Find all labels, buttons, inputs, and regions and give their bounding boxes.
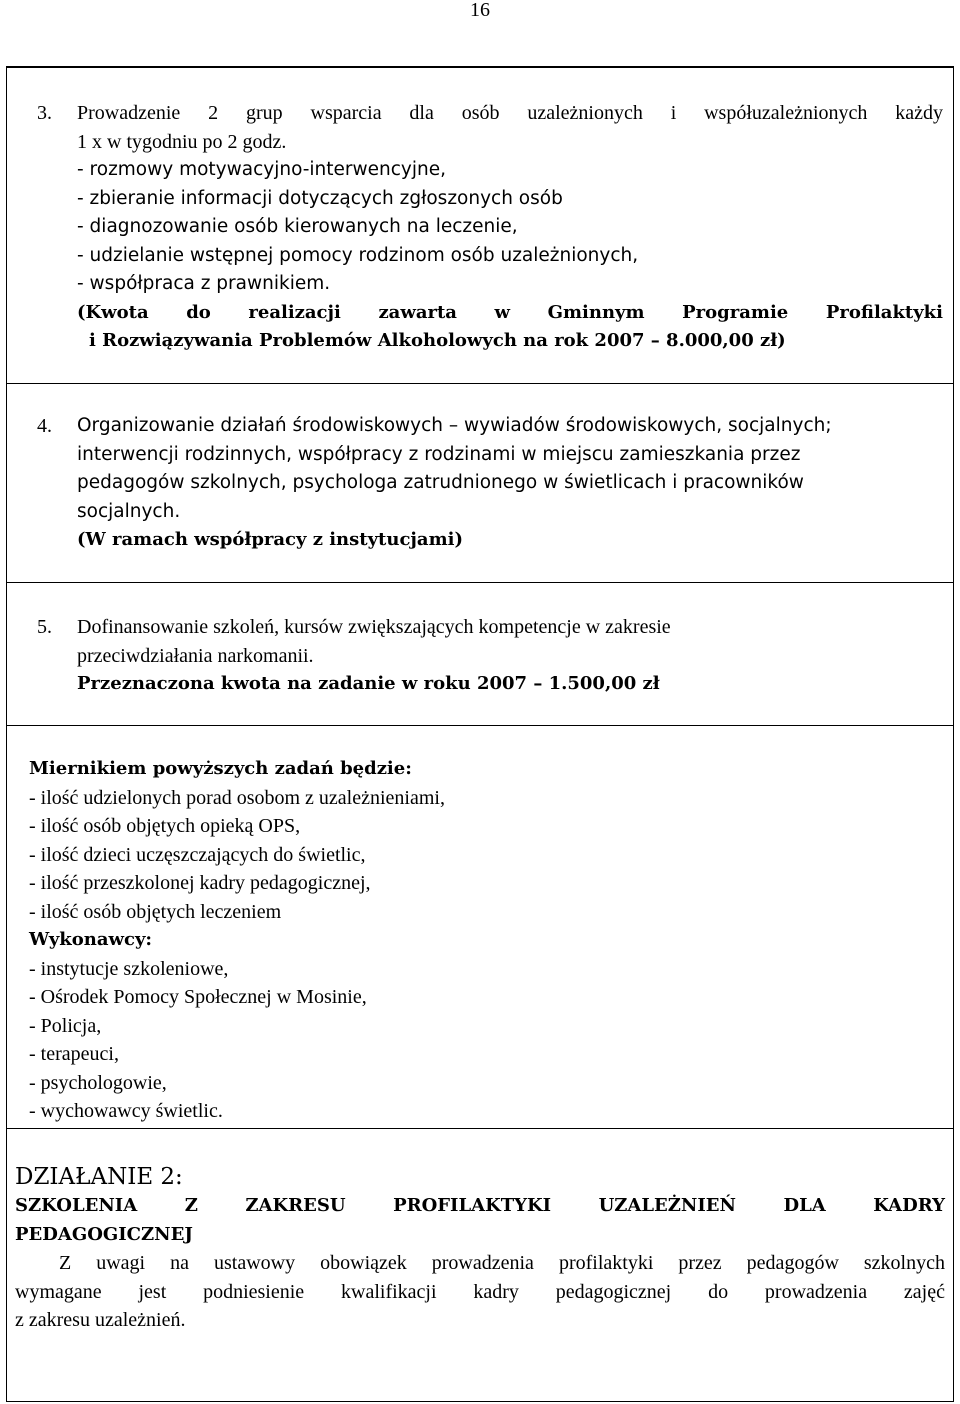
action-2-paragraph-line-3: z zakresu uzależnień. — [15, 1309, 186, 1331]
executors-item: - terapeuci, — [29, 1043, 119, 1065]
item-3-number: 3. — [37, 102, 52, 124]
item-5-number: 5. — [37, 616, 52, 638]
item-5-note: Przeznaczona kwota na zadanie w roku 2007 – 1.500,00 zł — [77, 673, 660, 694]
measures-item: - ilość udzielonych porad osobom z uzależnieniami, — [29, 786, 445, 809]
executors-item: - wychowawcy świetlic. — [29, 1100, 223, 1122]
item-3-note-line-1: (Kwota do realizacji zawarta w Gminnym Programie Profilaktyki — [77, 301, 943, 323]
divider — [7, 725, 953, 726]
item-3-row — [7, 99, 953, 356]
item-3-section — [7, 99, 953, 356]
item-3-bullet: - zbieranie informacji dotyczących zgłoszonych osób — [77, 187, 563, 209]
action-2-paragraph-line-1: Z uwagi na ustawowy obowiązek prowadzenia profilaktyki przez pedagogów szkolnych — [59, 1252, 945, 1274]
action-2-title: DZIAŁANIE 2: — [15, 1164, 183, 1190]
item-5-section — [7, 613, 953, 699]
executors-item: - psychologowie, — [29, 1071, 167, 1094]
item-4-line: socjalnych. — [77, 500, 181, 522]
item-4-row — [7, 412, 953, 555]
measures-item: - ilość osób objętych opieką OPS, — [29, 815, 301, 837]
item-5-row — [7, 613, 953, 699]
action-2-paragraph-line-2: wymagane jest podniesienie kwalifikacji kadry pedagogicznej do prowadzenia zajęć — [15, 1280, 945, 1303]
divider — [7, 1128, 953, 1129]
content-frame — [6, 66, 954, 1402]
action-2-subtitle-line-2: PEDAGOGICZNEJ — [15, 1223, 193, 1245]
item-3-bullet: - rozmowy motywacyjno-interwencyjne, — [77, 159, 447, 180]
item-4-section — [7, 412, 953, 555]
measures-heading: Miernikiem powyższych zadań będzie: — [29, 758, 412, 779]
measures-item: - ilość osób objętych leczeniem — [29, 900, 282, 923]
item-3-bullet: - diagnozowanie osób kierowanych na leczenie, — [77, 216, 518, 237]
item-4-number: 4. — [37, 415, 52, 437]
item-3-bullet: - współpraca z prawnikiem. — [77, 273, 331, 294]
item-4-line: Organizowanie działań środowiskowych – wywiadów środowiskowych, socjalnych; — [77, 415, 832, 436]
item-4-line: pedagogów szkolnych, psychologa zatrudnionego w świetlicach i pracowników — [77, 472, 804, 493]
item-3-line-2: 1 x w tygodniu po 2 godz. — [77, 130, 287, 153]
executors-item: - Policja, — [29, 1014, 102, 1037]
measures-item: - ilość przeszkolonej kadry pedagogicznej, — [29, 872, 371, 894]
item-5-line: Dofinansowanie szkoleń, kursów zwiększających kompetencje w zakresie — [77, 616, 671, 638]
action-2-subtitle-line-1: SZKOLENIA Z ZAKRESU PROFILAKTYKI UZALEŻNIEŃ DLA KADRY — [15, 1195, 945, 1216]
item-3-bullet: - udzielanie wstępnej pomocy rodzinom osób uzależnionych, — [77, 244, 639, 266]
item-4-line: interwencji rodzinnych, współpracy z rodzinami w miejscu zamieszkania przez — [77, 443, 801, 465]
measures-section — [7, 755, 953, 1126]
executors-item: - instytucje szkoleniowe, — [29, 957, 229, 980]
executors-item: - Ośrodek Pomocy Społecznej w Mosinie, — [29, 986, 367, 1008]
item-4-note: (W ramach współpracy z instytucjami) — [77, 529, 463, 550]
executors-heading: Wykonawcy: — [29, 929, 153, 950]
divider — [7, 582, 953, 583]
page-number: 16 — [470, 0, 490, 21]
measures-item: - ilość dzieci uczęszczających do świetlic, — [29, 843, 366, 866]
item-5-line: przeciwdziałania narkomanii. — [77, 644, 314, 667]
item-3-note-line-2: i Rozwiązywania Problemów Alkoholowych na rok 2007 – 8.000,00 zł) — [89, 330, 786, 351]
divider — [7, 383, 953, 384]
item-3-line-1: Prowadzenie 2 grup wsparcia dla osób uzależnionych i współuzależnionych każdy — [77, 102, 943, 124]
action-2-section — [15, 1162, 945, 1335]
